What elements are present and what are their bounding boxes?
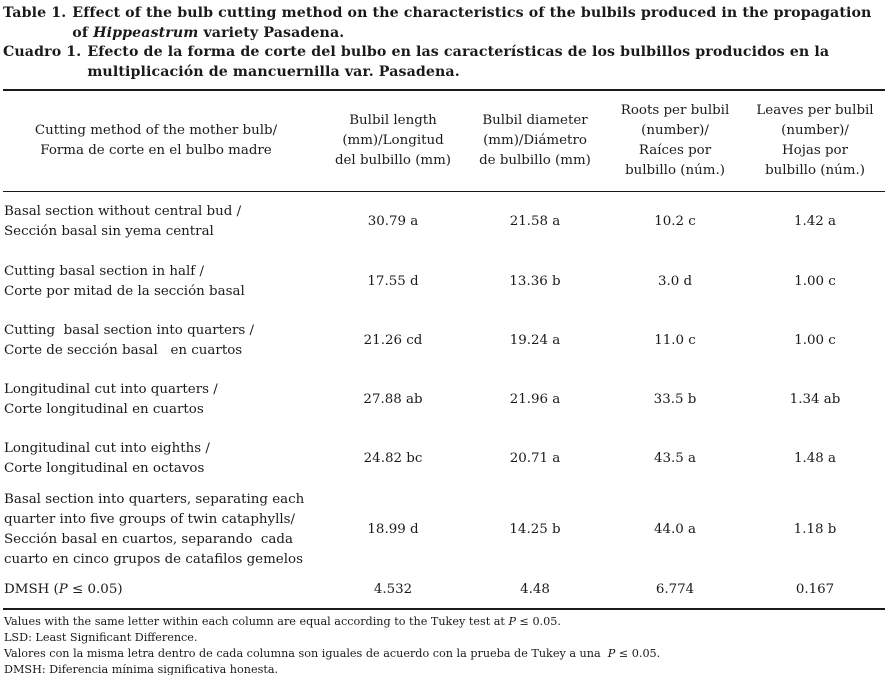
cell-method: Basal section into quarters, separating each quarter into five groups of twin cataphylls/ Sección basal en cuartos, separando cada cuarto en cinco grupos de catafilos gemelos	[4, 492, 305, 567]
cell-diameter: 20.71 a	[509, 451, 561, 466]
table-row	[3, 430, 885, 488]
dmsh-leaves: 0.167	[745, 572, 885, 609]
table-caption-spanish	[3, 42, 888, 82]
caption-text-es: Efecto de la forma de corte del bulbo en las características de los bulbillos producidos en la multiplicación de mancuernilla var. Pasadena.	[87, 44, 830, 80]
table-row	[3, 488, 885, 572]
cell-length: 17.55 d	[367, 274, 419, 289]
caption-label-en: Table 1.	[3, 5, 67, 21]
footnote-lsd: LSD: Least Significant Difference.	[4, 631, 198, 644]
table-row	[3, 192, 885, 253]
table-caption-english	[3, 3, 888, 43]
cell-diameter: 21.96 a	[509, 392, 561, 407]
cell-leaves: 1.34 ab	[789, 392, 841, 407]
cell-roots: 43.5 a	[653, 451, 697, 466]
data-table	[3, 91, 885, 610]
caption-text-en: Effect of the bulb cutting method on the characteristics of the bulbils produced in the propagation of Hippeastrum variety Pasadena.	[72, 5, 872, 41]
cell-roots: 33.5 b	[653, 392, 697, 407]
cell-length: 24.82 bc	[363, 451, 423, 466]
cell-roots: 3.0 d	[657, 274, 693, 289]
header-length: Bulbil length (mm)/Longitud del bulbillo (mm)	[321, 91, 465, 192]
species-name: Hippeastrum	[93, 25, 199, 41]
header-diameter: Bulbil diameter (mm)/Diámetro de bulbillo (mm)	[465, 91, 605, 192]
caption-label-es: Cuadro 1.	[3, 44, 82, 60]
cell-roots: 10.2 c	[654, 214, 696, 229]
table-row	[3, 252, 885, 312]
header-row	[3, 91, 885, 192]
footnote-tukey-en: Values with the same letter within each column are equal according to the Tukey test at P ≤ 0.05.	[4, 615, 561, 628]
footnote-dmsh: DMSH: Diferencia mínima significativa honesta.	[4, 663, 279, 675]
table-footnotes	[3, 614, 888, 675]
cell-length: 27.88 ab	[363, 392, 423, 407]
header-roots: Roots per bulbil (number)/ Raíces por bulbillo (núm.)	[605, 91, 745, 192]
dmsh-row	[3, 572, 885, 609]
cell-roots: 11.0 c	[654, 333, 696, 348]
cell-method: Basal section without central bud / Sección basal sin yema central	[4, 204, 242, 239]
cell-diameter: 19.24 a	[509, 333, 561, 348]
cell-method: Longitudinal cut into quarters / Corte longitudinal en cuartos	[4, 382, 218, 417]
dmsh-length: 4.532	[321, 572, 465, 609]
cell-leaves: 1.48 a	[793, 451, 837, 466]
cell-diameter: 13.36 b	[509, 274, 561, 289]
cell-leaves: 1.42 a	[793, 214, 837, 229]
cell-leaves: 1.00 c	[794, 274, 836, 289]
cell-roots: 44.0 a	[653, 522, 697, 537]
cell-diameter: 14.25 b	[509, 522, 561, 537]
table-row	[3, 370, 885, 430]
cell-leaves: 1.18 b	[793, 522, 837, 537]
footnote-tukey-es: Valores con la misma letra dentro de cada columna son iguales de acuerdo con la prueba de Tukey a una P ≤ 0.05.	[4, 647, 661, 660]
dmsh-diameter: 4.48	[465, 572, 605, 609]
cell-method: Cutting basal section into quarters / Corte de sección basal en cuartos	[4, 323, 255, 358]
cell-length: 18.99 d	[367, 522, 419, 537]
table-row	[3, 312, 885, 370]
cell-method: Longitudinal cut into eighths / Corte longitudinal en octavos	[4, 441, 210, 476]
dmsh-label: DMSH (P ≤ 0.05)	[3, 572, 321, 609]
header-method: Cutting method of the mother bulb/ Forma de corte en el bulbo madre	[3, 91, 321, 192]
cell-length: 21.26 cd	[363, 333, 423, 348]
dmsh-roots: 6.774	[605, 572, 745, 609]
header-leaves: Leaves per bulbil (number)/ Hojas por bulbillo (núm.)	[745, 91, 885, 192]
cell-method: Cutting basal section in half / Corte por mitad de la sección basal	[4, 264, 245, 299]
cell-leaves: 1.00 c	[794, 333, 836, 348]
cell-length: 30.79 a	[367, 214, 419, 229]
cell-diameter: 21.58 a	[509, 214, 561, 229]
